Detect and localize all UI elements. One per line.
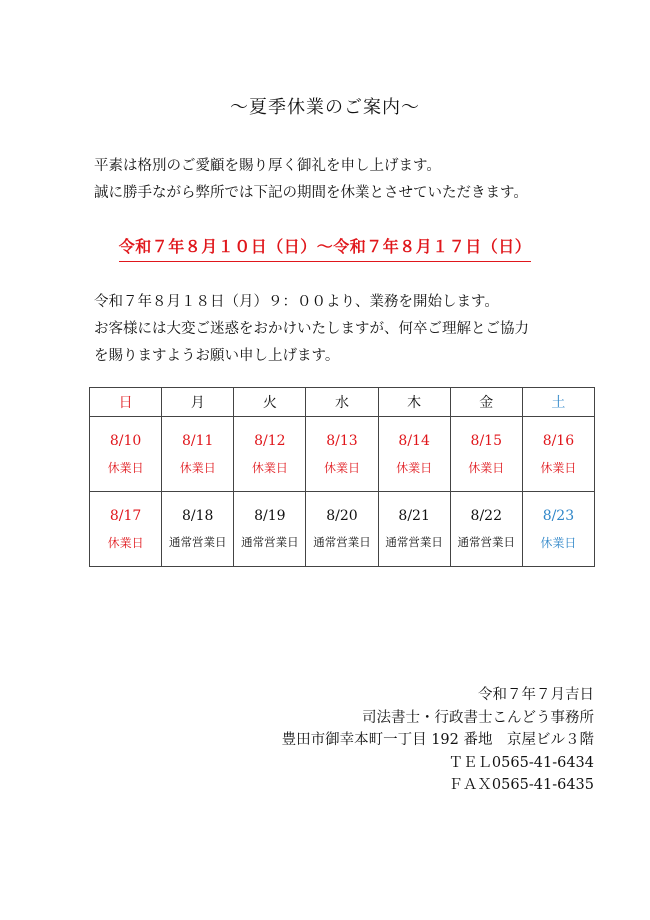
day-date: 8/17 [109,507,142,524]
day-date: 8/21 [398,508,430,524]
calendar-day-cell [450,492,522,567]
calendar-day-cell [162,492,234,567]
day-status: 休業日 [468,460,505,475]
closure-period-block [0,234,650,262]
day-date: 8/20 [326,508,358,524]
day-status: 休業日 [540,460,577,475]
day-status: 休業日 [107,535,144,550]
calendar-day-cell [522,492,594,567]
calendar-day-cell [378,417,450,492]
holiday-calendar [89,387,595,567]
calendar-day-cell [306,417,378,492]
office-name: 司法書士・行政書士こんどう事務所 [362,709,594,726]
day-status: 通常営業日 [313,535,371,549]
weekday-tue: 火 [234,388,306,417]
calendar-day-cell [234,492,306,567]
weekday-wed: 水 [306,388,378,417]
day-status: 通常営業日 [457,535,516,549]
day-date: 8/23 [542,507,575,524]
calendar-day-cell [306,492,378,567]
notice-line-1: 令和７年８月１８日（月）９：００より、業務を開始します。 [94,294,499,310]
calendar-day-cell [90,417,162,492]
calendar-day-cell [522,417,594,492]
weekday-sun: 日 [90,388,162,417]
notice-date: 令和７年７月吉日 [478,687,594,703]
day-date: 8/18 [181,508,214,524]
day-date: 8/16 [542,432,575,449]
weekday-fri: 金 [450,388,522,417]
calendar-week-row [90,492,595,567]
day-date: 8/12 [254,432,286,449]
calendar-day-cell [450,417,522,492]
day-date: 8/10 [109,432,142,449]
day-status: 休業日 [251,460,288,475]
day-date: 8/15 [470,432,502,449]
weekday-sat: 土 [522,388,594,417]
day-status: 休業日 [179,460,216,475]
day-status: 通常営業日 [385,535,443,549]
weekday-thu: 木 [378,388,450,417]
day-status: 休業日 [323,460,360,475]
day-status: 休業日 [107,460,144,475]
calendar-day-cell [162,417,234,492]
office-fax: ＦＡＸ0565-41-6435 [448,777,594,793]
office-signature [282,684,594,797]
day-status: 通常営業日 [241,535,299,549]
notice-line-2: お客様には大変ご迷惑をおかけいたしますが、何卒ご理解とご協力 [94,321,529,337]
day-date: 8/11 [181,432,214,449]
calendar-week-row [90,417,595,492]
weekday-mon: 月 [162,388,234,417]
day-date: 8/22 [470,508,502,524]
calendar-day-cell [378,492,450,567]
office-address: 豊田市御幸本町一丁目 192 番地 京屋ビル３階 [281,732,594,748]
office-tel: ＴＥＬ0565-41-6434 [448,754,594,771]
notice-line-3: を賜りますようお願い申し上げます。 [94,348,340,364]
closure-period: 令和７年８月１０日（日）～令和７年８月１７日（日） [119,234,532,262]
calendar-day-cell [234,417,306,492]
notice-title: ～夏季休業のご案内～ [230,97,420,118]
intro-paragraph [94,153,528,207]
day-status: 通常営業日 [168,535,227,549]
day-status: 休業日 [396,460,433,475]
reopen-notice [94,289,529,370]
day-date: 8/14 [398,432,430,449]
intro-line-1: 平素は格別のご愛顧を賜り厚く御礼を申し上げます。 [94,158,441,174]
day-status: 休業日 [540,535,577,550]
day-date: 8/13 [326,432,358,449]
calendar-header-row [90,388,595,417]
intro-line-2: 誠に勝手ながら弊所では下記の期間を休業とさせていただきます。 [94,185,528,201]
day-date: 8/19 [254,508,286,524]
calendar-day-cell [90,492,162,567]
